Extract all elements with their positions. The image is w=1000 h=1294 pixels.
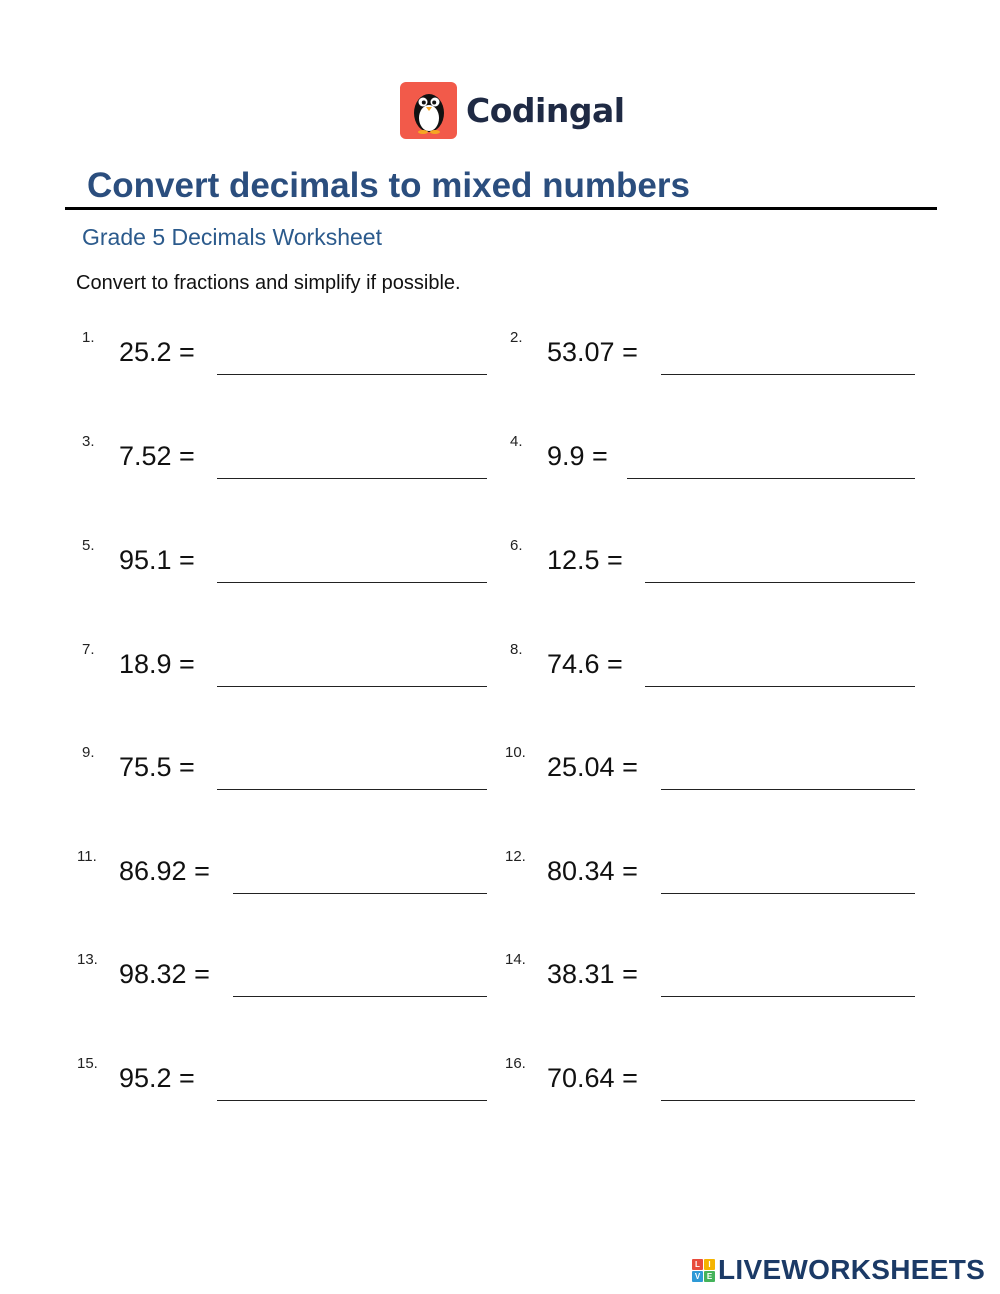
problem-number: 11. <box>77 848 97 865</box>
answer-line[interactable] <box>233 996 487 997</box>
problem-expression: 98.32 = <box>119 959 210 989</box>
liveworksheets-icon-tile: I <box>704 1259 715 1270</box>
liveworksheets-icon <box>692 1259 715 1282</box>
answer-line[interactable] <box>233 893 487 894</box>
liveworksheets-icon-tile: V <box>692 1271 703 1282</box>
liveworksheets-logo <box>692 1254 985 1286</box>
problem-expression: 38.31 = <box>547 959 638 989</box>
problem-expression: 74.6 = <box>547 649 623 679</box>
problem-number: 13. <box>77 951 98 968</box>
problem-expression: 95.2 = <box>119 1063 195 1093</box>
problem-expression: 9.9 = <box>547 441 608 471</box>
answer-line[interactable] <box>645 686 915 687</box>
problem-expression: 12.5 = <box>547 545 623 575</box>
problem-number: 15. <box>77 1055 98 1072</box>
problem-expression: 80.34 = <box>547 856 638 886</box>
problem-number: 5. <box>82 537 95 554</box>
problem-number: 9. <box>82 744 95 761</box>
problem-expression: 70.64 = <box>547 1063 638 1093</box>
problem-number: 1. <box>82 329 95 346</box>
page-title: Convert decimals to mixed numbers <box>87 166 690 205</box>
problem-number: 3. <box>82 433 95 450</box>
title-divider <box>65 207 937 210</box>
problem-number: 8. <box>510 641 523 658</box>
penguin-icon <box>400 82 457 139</box>
problem-expression: 7.52 = <box>119 441 195 471</box>
problem-expression: 86.92 = <box>119 856 210 886</box>
answer-line[interactable] <box>627 478 915 479</box>
instructions: Convert to fractions and simplify if possible. <box>76 272 461 294</box>
liveworksheets-icon-tile: L <box>692 1259 703 1270</box>
problem-number: 16. <box>505 1055 526 1072</box>
answer-line[interactable] <box>217 374 487 375</box>
answer-line[interactable] <box>217 582 487 583</box>
problem-number: 7. <box>82 641 95 658</box>
answer-line[interactable] <box>645 582 915 583</box>
problem-expression: 18.9 = <box>119 649 195 679</box>
answer-line[interactable] <box>661 893 915 894</box>
answer-line[interactable] <box>661 374 915 375</box>
problem-expression: 25.2 = <box>119 337 195 367</box>
answer-line[interactable] <box>661 789 915 790</box>
problem-number: 2. <box>510 329 523 346</box>
liveworksheets-text: LIVEWORKSHEETS <box>718 1254 986 1285</box>
problem-expression: 25.04 = <box>547 752 638 782</box>
problem-number: 14. <box>505 951 526 968</box>
problem-number: 10. <box>505 744 526 761</box>
codingal-logo <box>400 82 625 139</box>
answer-line[interactable] <box>661 1100 915 1101</box>
liveworksheets-icon-tile: E <box>704 1271 715 1282</box>
problem-expression: 75.5 = <box>119 752 195 782</box>
subtitle: Grade 5 Decimals Worksheet <box>82 224 382 250</box>
problem-expression: 95.1 = <box>119 545 195 575</box>
problem-number: 12. <box>505 848 526 865</box>
answer-line[interactable] <box>661 996 915 997</box>
answer-line[interactable] <box>217 1100 487 1101</box>
answer-line[interactable] <box>217 478 487 479</box>
answer-line[interactable] <box>217 789 487 790</box>
brand-name: Codingal <box>466 91 625 130</box>
problem-expression: 53.07 = <box>547 337 638 367</box>
problem-number: 4. <box>510 433 523 450</box>
answer-line[interactable] <box>217 686 487 687</box>
problem-number: 6. <box>510 537 523 554</box>
